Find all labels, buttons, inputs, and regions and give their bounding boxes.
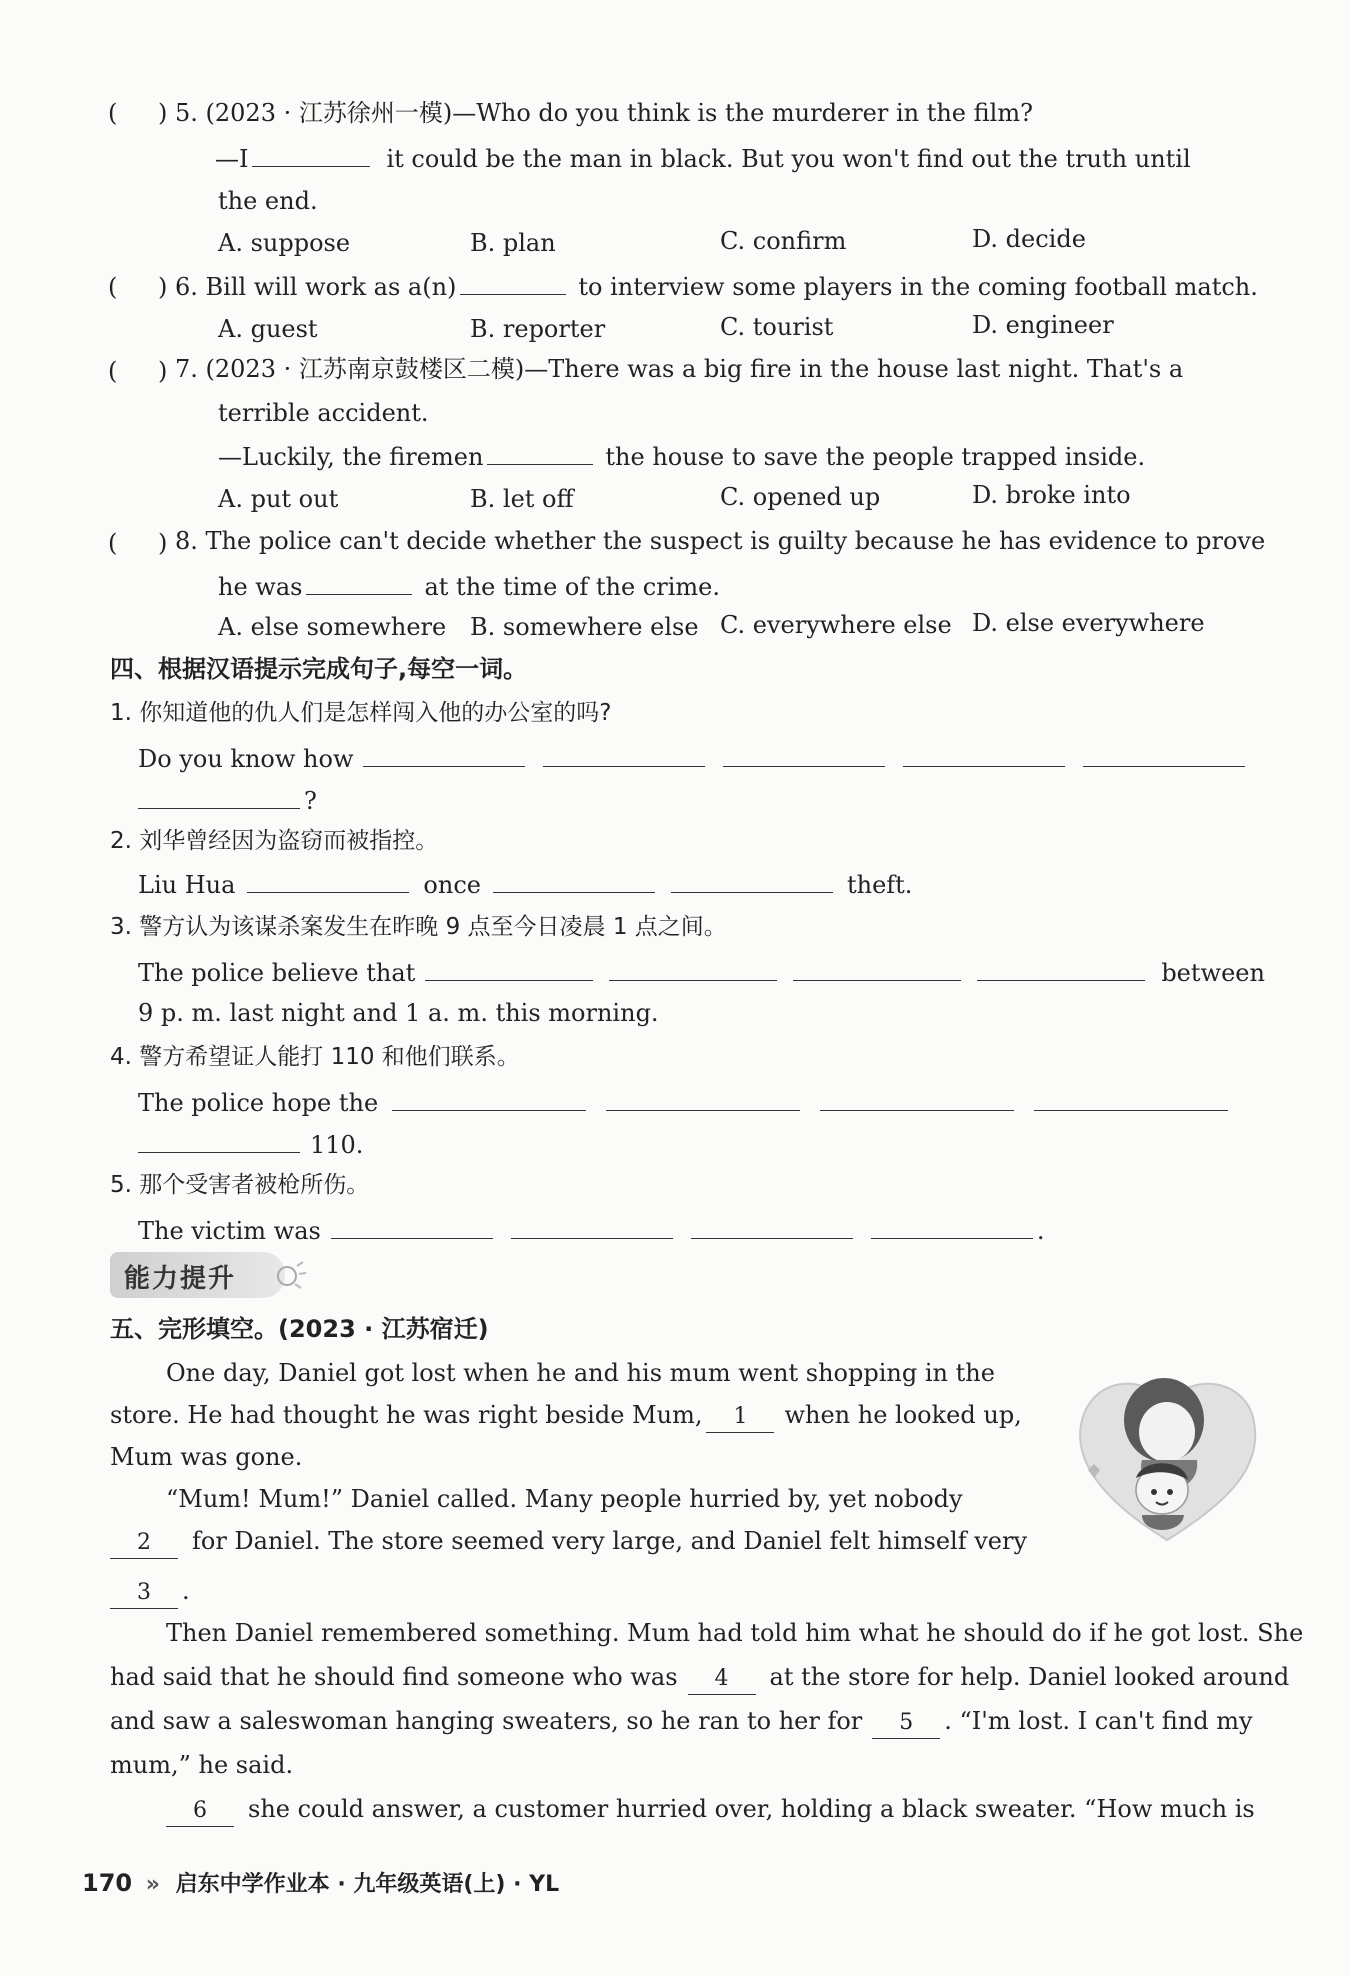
q5-option-d[interactable]: D. decide: [972, 225, 1086, 253]
ability-banner-label: 能力提升: [124, 1264, 237, 1294]
s4-item5-blank4[interactable]: [871, 1212, 1033, 1239]
page-footer: [82, 1867, 559, 1898]
s4-item2-en-b: once: [423, 871, 481, 899]
footer-book-title: 启东中学作业本 · 九年级英语(上) · YL: [175, 1872, 560, 1897]
q8-line2b: at the time of the crime.: [424, 573, 720, 601]
s4-item1-en: [138, 740, 1249, 776]
q8-answer-paren-open[interactable]: (: [108, 529, 118, 557]
q8-line2: [218, 568, 720, 604]
s4-item1-blank6[interactable]: [138, 782, 300, 809]
s4-item3-blank2[interactable]: [609, 954, 777, 981]
q5-answer-paren-open[interactable]: (: [108, 99, 118, 127]
s5-p1-line2: [110, 1398, 1022, 1433]
q6-blank[interactable]: [460, 268, 566, 295]
s4-item1-blank5[interactable]: [1083, 740, 1245, 767]
s4-item4-line2: [138, 1126, 363, 1162]
s5-p2-line2: [110, 1524, 1027, 1559]
cloze-blank-6[interactable]: 6: [166, 1796, 234, 1827]
q7-option-c[interactable]: C. opened up: [720, 483, 881, 511]
q7-option-d[interactable]: D. broke into: [972, 481, 1131, 509]
q6-option-d[interactable]: D. engineer: [972, 311, 1114, 339]
q5-line3: the end.: [218, 187, 318, 215]
q7-answer-paren-close[interactable]: ): [158, 357, 168, 385]
q7-line3b: the house to save the people trapped inside.: [605, 443, 1146, 471]
s4-item4-en-a: The police hope the: [138, 1089, 379, 1117]
s4-item4-blank4[interactable]: [1034, 1084, 1228, 1111]
q5-blank[interactable]: [252, 140, 370, 167]
s4-item4-end: 110.: [310, 1131, 364, 1159]
s4-item2-blank3[interactable]: [671, 866, 833, 893]
s4-item1-en-a: Do you know how: [138, 745, 354, 773]
cloze-blank-1[interactable]: 1: [706, 1402, 774, 1433]
s5-p4-line1: [166, 1792, 1255, 1827]
cloze-blank-5[interactable]: 5: [872, 1708, 940, 1739]
s4-item1-blank3[interactable]: [723, 740, 885, 767]
lightbulb-icon: [271, 1258, 307, 1294]
section5-title: 五、完形填空。(2023 · 江苏宿迁): [110, 1315, 489, 1343]
s4-item3-blank1[interactable]: [425, 954, 593, 981]
s5-p1-line2b: when he looked up,: [784, 1401, 1022, 1429]
page-number: 170: [82, 1869, 133, 1897]
q8-stem: 8. The police can't decide whether the suspect is guilty because he has evidence to prove: [175, 527, 1266, 555]
s5-p3-line1: Then Daniel remembered something. Mum had told him what he should do if he got lost. She: [166, 1619, 1304, 1647]
q5-answer-paren-close[interactable]: ): [158, 99, 168, 127]
s5-p1-line1: One day, Daniel got lost when he and his mum went shopping in the: [166, 1359, 995, 1387]
q5-option-b[interactable]: B. plan: [470, 229, 556, 257]
s4-item1-line2: [138, 782, 317, 818]
q6-option-c[interactable]: C. tourist: [720, 313, 834, 341]
q8-option-b[interactable]: B. somewhere else: [470, 613, 699, 641]
double-chevron-icon: »: [145, 1872, 160, 1897]
s5-p2-line3: [110, 1574, 190, 1609]
q7-blank[interactable]: [487, 438, 593, 465]
s4-item5-zh: 5. 那个受害者被枪所伤。: [110, 1172, 370, 1198]
cloze-blank-2[interactable]: 2: [110, 1528, 178, 1559]
q6-option-b[interactable]: B. reporter: [470, 315, 606, 343]
q5-option-c[interactable]: C. confirm: [720, 227, 847, 255]
s5-p2-line3b: .: [182, 1577, 190, 1605]
s4-item3-en: [138, 954, 1265, 990]
q8-line2a: he was: [218, 573, 303, 601]
s5-p3-line3: [110, 1704, 1253, 1739]
s5-p1-line2a: store. He had thought he was right beside Mum,: [110, 1401, 703, 1429]
q6-option-a[interactable]: A. guest: [218, 315, 318, 343]
q5-line2: [215, 140, 1191, 176]
q5-option-a[interactable]: A. suppose: [218, 229, 351, 257]
s5-p3-line2: [110, 1660, 1289, 1695]
s4-item1-blank4[interactable]: [903, 740, 1065, 767]
s4-item5-end: .: [1036, 1217, 1045, 1245]
ability-banner: [110, 1252, 285, 1298]
s4-item3-en-b: between: [1161, 959, 1265, 987]
q7-line3a: —Luckily, the firemen: [218, 443, 484, 471]
s4-item2-en: [138, 866, 912, 902]
s5-p3-line3a: and saw a saleswoman hanging sweaters, so he ran to her for: [110, 1707, 863, 1735]
mother-child-illustration: [1072, 1350, 1262, 1550]
s4-item1-end: ?: [304, 787, 317, 815]
q5-line2a: —I: [215, 145, 249, 173]
s4-item3-zh: 3. 警方认为该谋杀案发生在昨晚 9 点至今日凌晨 1 点之间。: [110, 914, 727, 940]
q8-blank[interactable]: [306, 568, 412, 595]
s4-item4-blank2[interactable]: [606, 1084, 800, 1111]
s5-p1-line3: Mum was gone.: [110, 1443, 303, 1471]
s4-item5-blank1[interactable]: [331, 1212, 493, 1239]
s4-item1-blank1[interactable]: [363, 740, 525, 767]
s4-item2-blank1[interactable]: [247, 866, 409, 893]
s4-item2-en-a: Liu Hua: [138, 871, 236, 899]
s5-p4-line1b: she could answer, a customer hurried over, holding a black sweater. “How much is: [248, 1795, 1255, 1823]
q7-line3: [218, 438, 1145, 474]
s4-item3-line2: 9 p. m. last night and 1 a. m. this morning.: [138, 999, 659, 1027]
s5-p2-line1: “Mum! Mum!” Daniel called. Many people hurried by, yet nobody: [166, 1485, 963, 1513]
cloze-blank-3[interactable]: 3: [110, 1578, 178, 1609]
s5-p2-line2b: for Daniel. The store seemed very large, and Daniel felt himself very: [192, 1527, 1028, 1555]
s4-item4-blank3[interactable]: [820, 1084, 1014, 1111]
q7-stem: 7. (2023 · 江苏南京鼓楼区二模)—There was a big fire in the house last night. That's a: [175, 355, 1184, 383]
s4-item4-en: [138, 1084, 1232, 1120]
q6-stem: [175, 268, 1258, 304]
s4-item2-blank2[interactable]: [493, 866, 655, 893]
q7-answer-paren-open[interactable]: (: [108, 357, 118, 385]
s4-item5-en-a: The victim was: [138, 1217, 321, 1245]
q8-option-d[interactable]: D. else everywhere: [972, 609, 1205, 637]
q8-option-c[interactable]: C. everywhere else: [720, 611, 952, 639]
q5-line2b: it could be the man in black. But you won't find out the truth until: [386, 145, 1191, 173]
s4-item5-en: [138, 1212, 1045, 1248]
q7-option-b[interactable]: B. let off: [470, 485, 574, 513]
s4-item2-zh: 2. 刘华曾经因为盗窃而被指控。: [110, 828, 439, 854]
s5-p3-line2b: at the store for help. Daniel looked around: [769, 1663, 1290, 1691]
q7-option-a[interactable]: A. put out: [218, 485, 339, 513]
q6-answer-paren-open[interactable]: (: [108, 273, 118, 301]
s4-item3-en-a: The police believe that: [138, 959, 416, 987]
s4-item1-zh: 1. 你知道他的仇人们是怎样闯入他的办公室的吗?: [110, 700, 612, 726]
s4-item3-blank4[interactable]: [977, 954, 1145, 981]
q5-stem: 5. (2023 · 江苏徐州一模)—Who do you think is the murderer in the film?: [175, 99, 1033, 127]
q6-stem-a: 6. Bill will work as a(n): [175, 273, 457, 301]
q6-answer-paren-close[interactable]: ): [158, 273, 168, 301]
q7-line2: terrible accident.: [218, 399, 429, 427]
s4-item5-blank2[interactable]: [511, 1212, 673, 1239]
s4-item2-end: theft.: [846, 871, 913, 899]
s5-p3-line3b: . “I'm lost. I can't find my: [944, 1707, 1253, 1735]
s4-item4-blank5[interactable]: [138, 1126, 300, 1153]
s4-item4-blank1[interactable]: [392, 1084, 586, 1111]
s4-item3-blank3[interactable]: [793, 954, 961, 981]
q6-stem-b: to interview some players in the coming football match.: [578, 273, 1258, 301]
q8-answer-paren-close[interactable]: ): [158, 529, 168, 557]
s5-p3-line2a: had said that he should find someone who was: [110, 1663, 678, 1691]
s5-p3-line4: mum,” he said.: [110, 1751, 294, 1779]
cloze-blank-4[interactable]: 4: [688, 1664, 756, 1695]
s4-item1-blank2[interactable]: [543, 740, 705, 767]
q8-option-a[interactable]: A. else somewhere: [218, 613, 447, 641]
s4-item5-blank3[interactable]: [691, 1212, 853, 1239]
s4-item4-zh: 4. 警方希望证人能打 110 和他们联系。: [110, 1044, 520, 1070]
section4-title: 四、根据汉语提示完成句子,每空一词。: [110, 655, 528, 683]
